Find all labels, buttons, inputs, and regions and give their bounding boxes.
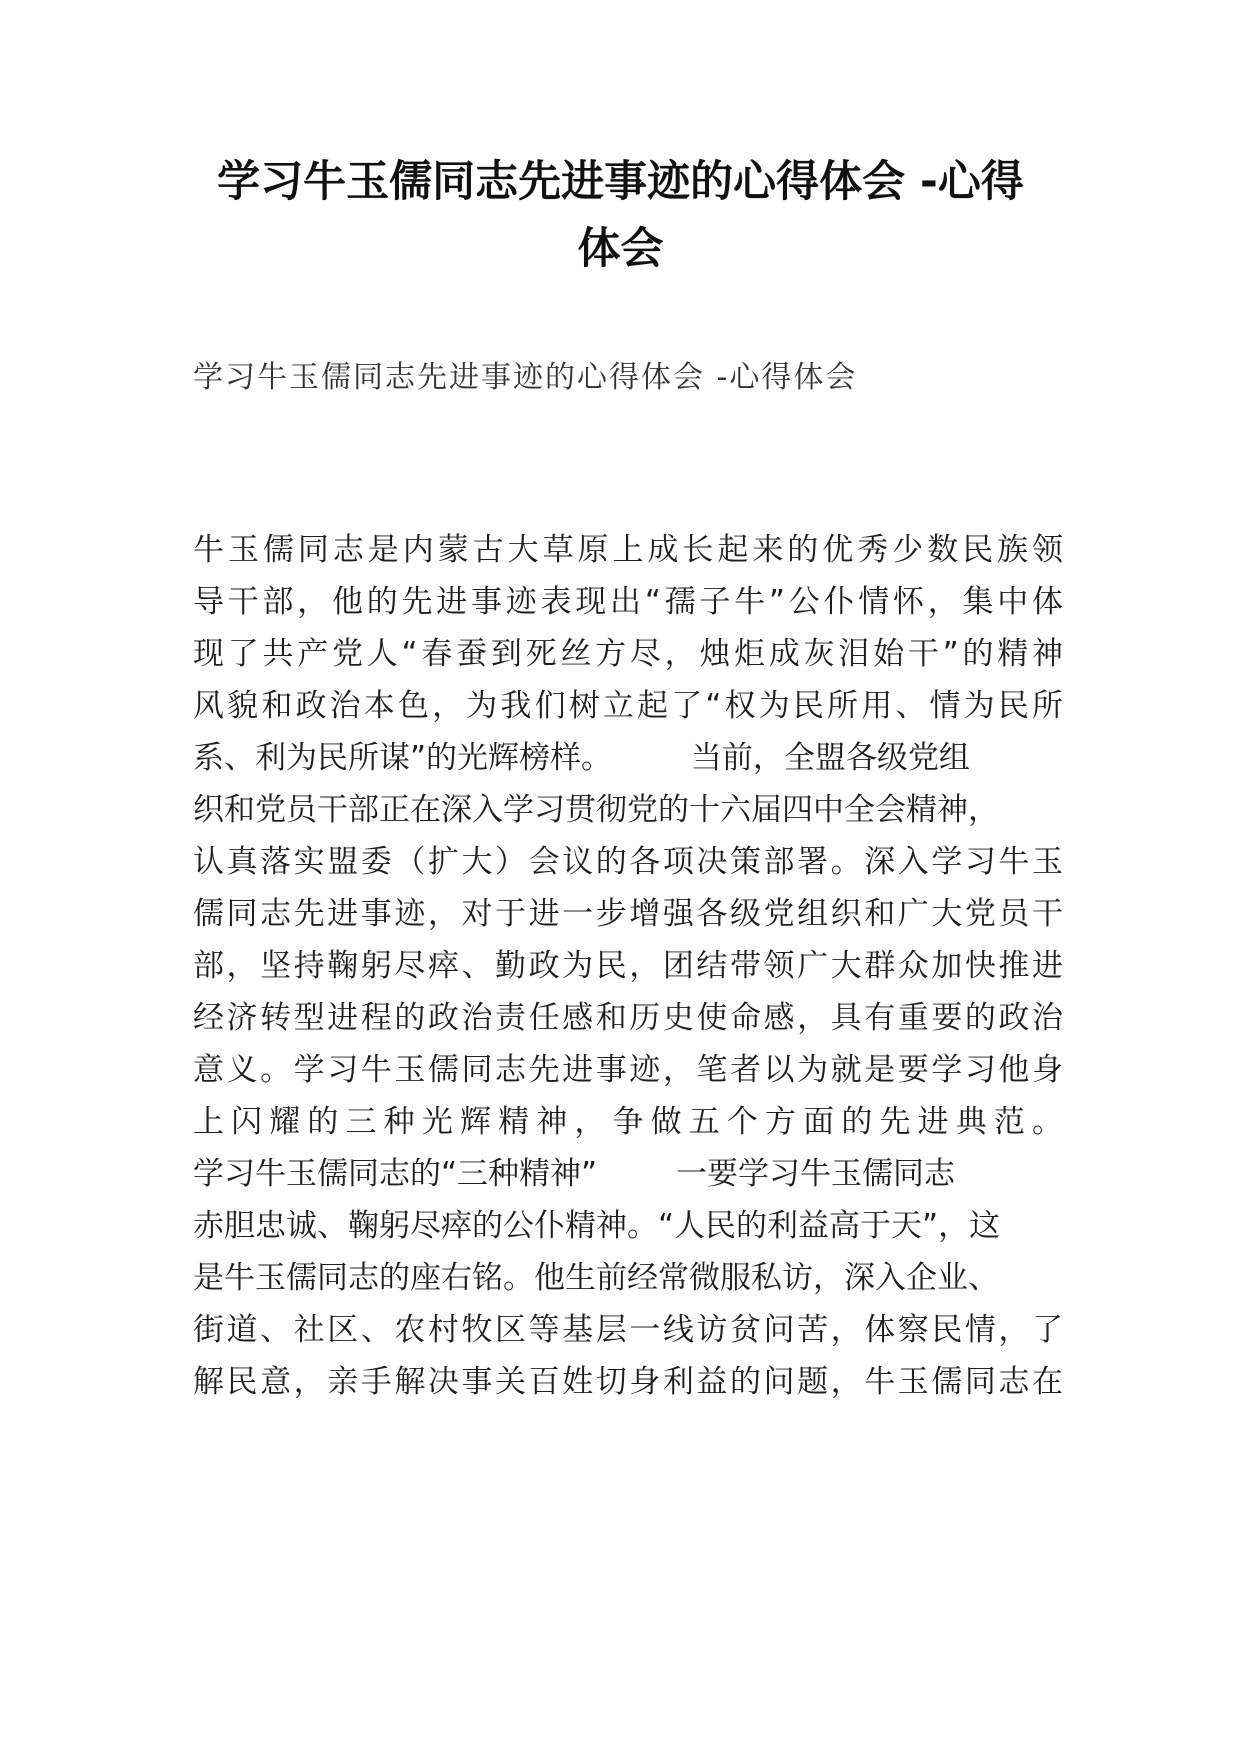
body-line: 牛玉儒同志是内蒙古大草原上成长起来的优秀少数民族领 (193, 532, 1063, 568)
body-line: 经济转型进程的政治责任感和历史使命感，具有重要的政治 (193, 1000, 1063, 1036)
body-line: 导干部，他的先进事迹表现出“孺子牛”公仆情怀，集中体 (193, 584, 1063, 620)
document-subtitle: 学习牛玉儒同志先进事迹的心得体会 -心得体会 (193, 360, 858, 395)
body-line: 意义。学习牛玉儒同志先进事迹，笔者以为就是要学习他身 (193, 1052, 1063, 1088)
body-line: 风貌和政治本色，为我们树立起了“权为民所用、情为民所 (193, 688, 1063, 724)
body-line: 系、利为民所谋”的光辉榜样。 当前，全盟各级党组 (193, 740, 970, 776)
body-line: 是牛玉儒同志的座右铭。他生前经常微服私访，深入企业、 (193, 1260, 999, 1296)
body-line: 街道、社区、农村牧区等基层一线访贫问苦，体察民情，了 (193, 1312, 1063, 1348)
body-line: 学习牛玉儒同志的“三种精神” 一要学习牛玉儒同志 (193, 1156, 955, 1192)
body-line: 解民意，亲手解决事关百姓切身利益的问题，牛玉儒同志在 (193, 1364, 1063, 1400)
document-title-line-2: 体会 (577, 224, 664, 274)
body-line: 儒同志先进事迹，对于进一步增强各级党组织和广大党员干 (193, 896, 1063, 932)
body-line: 认真落实盟委（扩大）会议的各项决策部署。深入学习牛玉 (193, 844, 1063, 880)
document-title-line-1: 学习牛玉儒同志先进事迹的心得体会 -心得 (217, 157, 1024, 207)
body-line: 赤胆忠诚、鞠躬尽瘁的公仆精神。“人民的利益高于天”，这 (193, 1208, 1001, 1244)
body-line: 现了共产党人“春蚕到死丝方尽，烛炬成灰泪始干”的精神 (193, 636, 1063, 672)
body-line: 织和党员干部正在深入学习贯彻党的十六届四中全会精神， (193, 792, 999, 828)
body-line: 部，坚持鞠躬尽瘁、勤政为民，团结带领广大群众加快推进 (193, 948, 1063, 984)
body-line: 上闪耀的三种光辉精神，争做五个方面的先进典范。 (193, 1104, 1063, 1140)
